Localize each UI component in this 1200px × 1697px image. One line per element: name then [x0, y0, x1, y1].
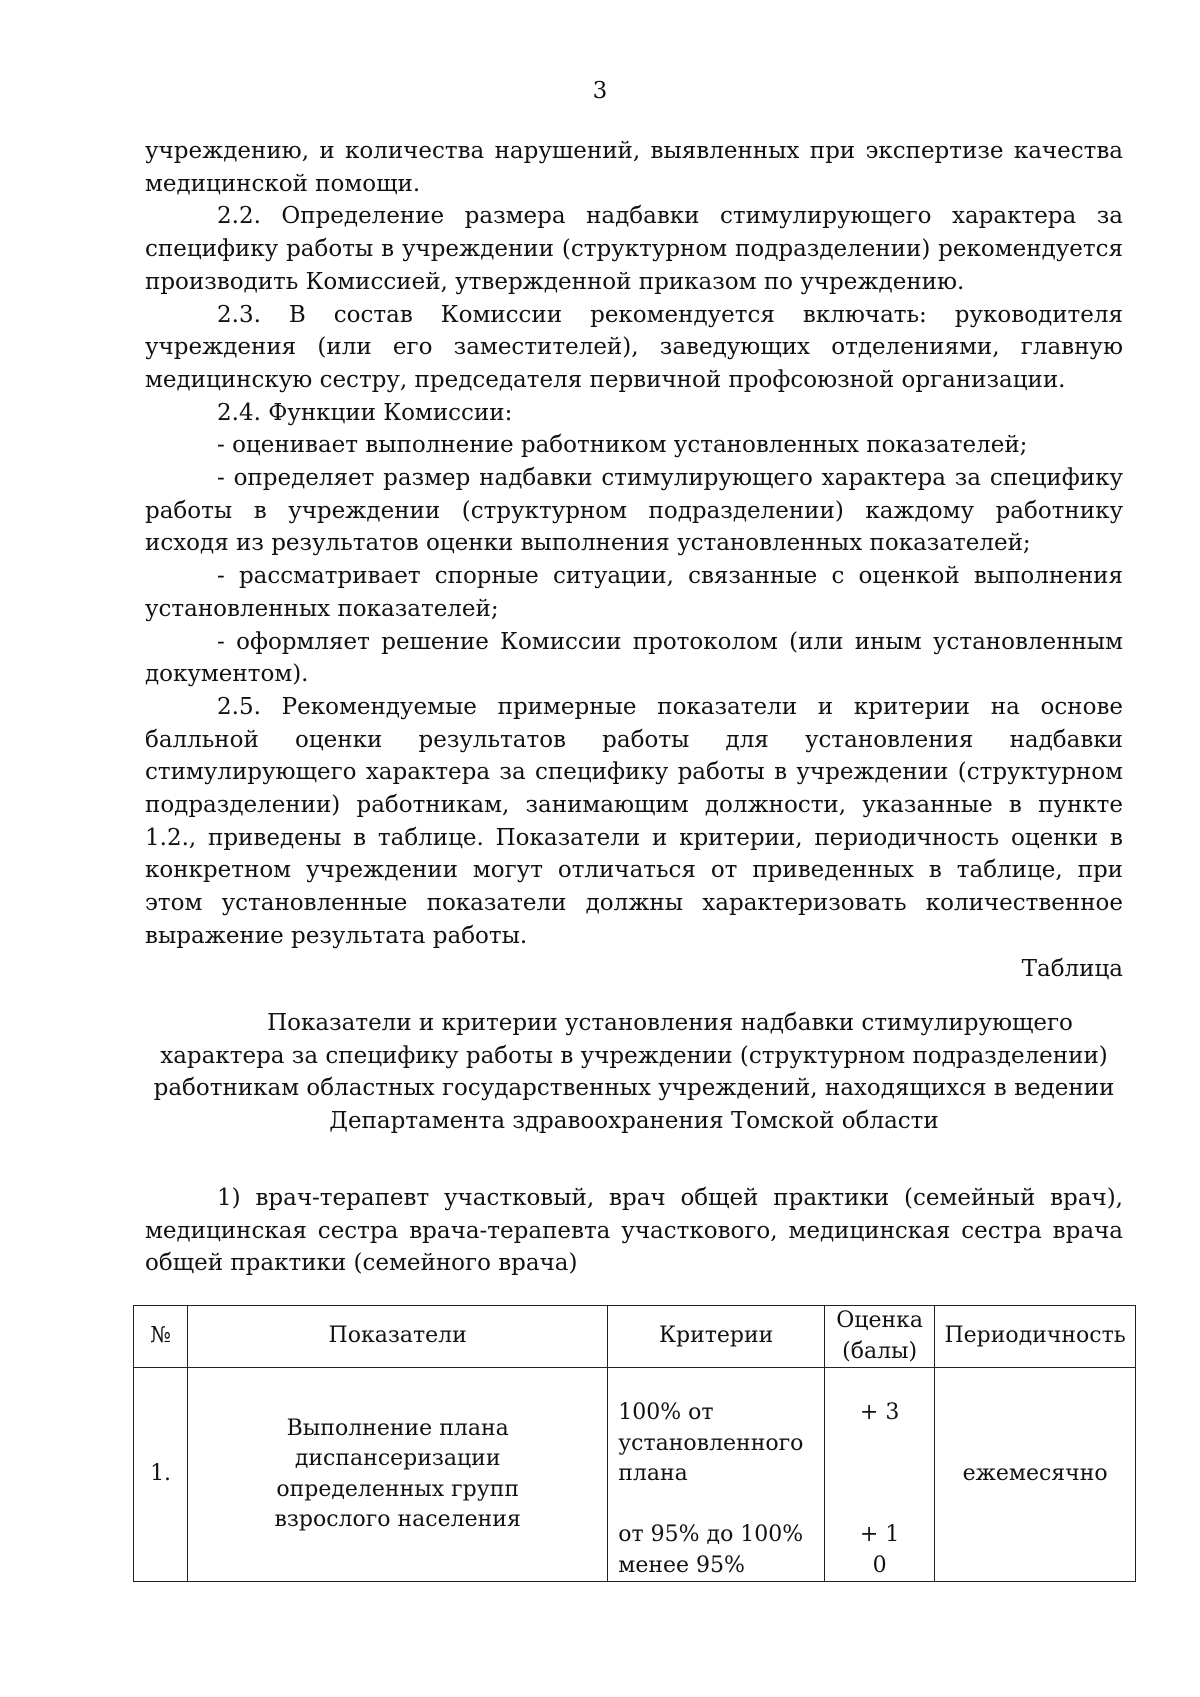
paragraph-2-2: 2.2. Определение размера надбавки стимулирующего характера за специфику работы в учреждении (структурном подразделении) рекомендуется производить Комиссией, утвержденной приказом по учреждению. — [145, 203, 1123, 295]
criterion-partial: от 95% до 100% — [618, 1522, 804, 1547]
list-item-determines: - определяет размер надбавки стимулирующего характера за специфику работы в учреждении (структурном подразделении) каждому работнику исходя из результатов оценки выполнения установленных показателей; — [145, 465, 1123, 557]
list-intro: 1) врач-терапевт участковый, врач общей практики (семейный врач), медицинская сестра врача-терапевта участкового, медицинская сестра врача общей практики (семейного врача) — [145, 1185, 1123, 1277]
body-text — [145, 135, 1123, 985]
page-number: 3 — [592, 78, 608, 104]
criterion-full: 100% от установленного плана — [618, 1400, 804, 1486]
table-title-line: Департамента здравоохранения Томской области — [329, 1108, 939, 1135]
table-title-line: характера за специфику работы в учреждении (структурном подразделении) — [160, 1042, 1108, 1069]
criterion-low: менее 95% — [618, 1552, 745, 1578]
row-indicator: Выполнение плана диспансеризации определенных групп взрослого населения — [188, 1368, 608, 1582]
paragraph-2-3: 2.3. В состав Комиссии рекомендуется включать: руководителя учреждения (или его заместителей), заведующих отделениями, главную медицинскую сестру, председателя первичной профсоюзной организации. — [145, 301, 1123, 393]
list-item-records: - оформляет решение Комиссии протоколом (или иным установленным документом). — [145, 628, 1123, 688]
list-item-reviews: - рассматривает спорные ситуации, связанные с оценкой выполнения установленных показателей; — [145, 563, 1123, 622]
row-periodicity: ежемесячно — [935, 1368, 1136, 1582]
list-item-evaluates: - оценивает выполнение работником установленных показателей; — [217, 432, 1028, 459]
table-title — [145, 1007, 1123, 1138]
header-indicators: Показатели — [188, 1306, 608, 1368]
table-row — [134, 1368, 1136, 1582]
header-score: Оценка (балы) — [825, 1306, 935, 1368]
row-num: 1. — [134, 1368, 188, 1582]
score-partial: + 1 — [859, 1522, 900, 1547]
paragraph-2-4: 2.4. Функции Комиссии: — [217, 399, 513, 426]
paragraph-continuation: учреждению, и количества нарушений, выявленных при экспертизе качества медицинской помощи. — [145, 138, 1123, 197]
row-criteria — [608, 1368, 825, 1582]
table-header-row — [134, 1306, 1136, 1368]
score-full: + 3 — [859, 1400, 900, 1425]
header-periodicity: Периодичность — [935, 1306, 1136, 1368]
criteria-table — [133, 1305, 1136, 1582]
header-criteria: Критерии — [608, 1306, 825, 1368]
score-low: 0 — [872, 1552, 887, 1578]
row-scores — [825, 1368, 935, 1582]
header-num: № — [134, 1306, 188, 1368]
table-title-line: Показатели и критерии установления надбавки стимулирующего — [267, 1010, 1073, 1036]
table-title-line: работникам областных государственных учреждений, находящихся в ведении — [153, 1075, 1115, 1102]
table-label: Таблица — [1021, 955, 1123, 982]
paragraph-2-5: 2.5. Рекомендуемые примерные показатели и критерии на основе балльной оценки результатов работы для установления надбавки стимулирующего характера за специфику работы в учреждении (структурном подразделении) работникам, занимающим должности, указанные в пункте 1.2., приведены в таблице. Показатели и критерии, периодичность оценки в конкретном учреждении могут отличаться от приведенных в таблице, при этом установленные показатели должны характеризовать количественное выражение результата работы. — [145, 693, 1123, 949]
